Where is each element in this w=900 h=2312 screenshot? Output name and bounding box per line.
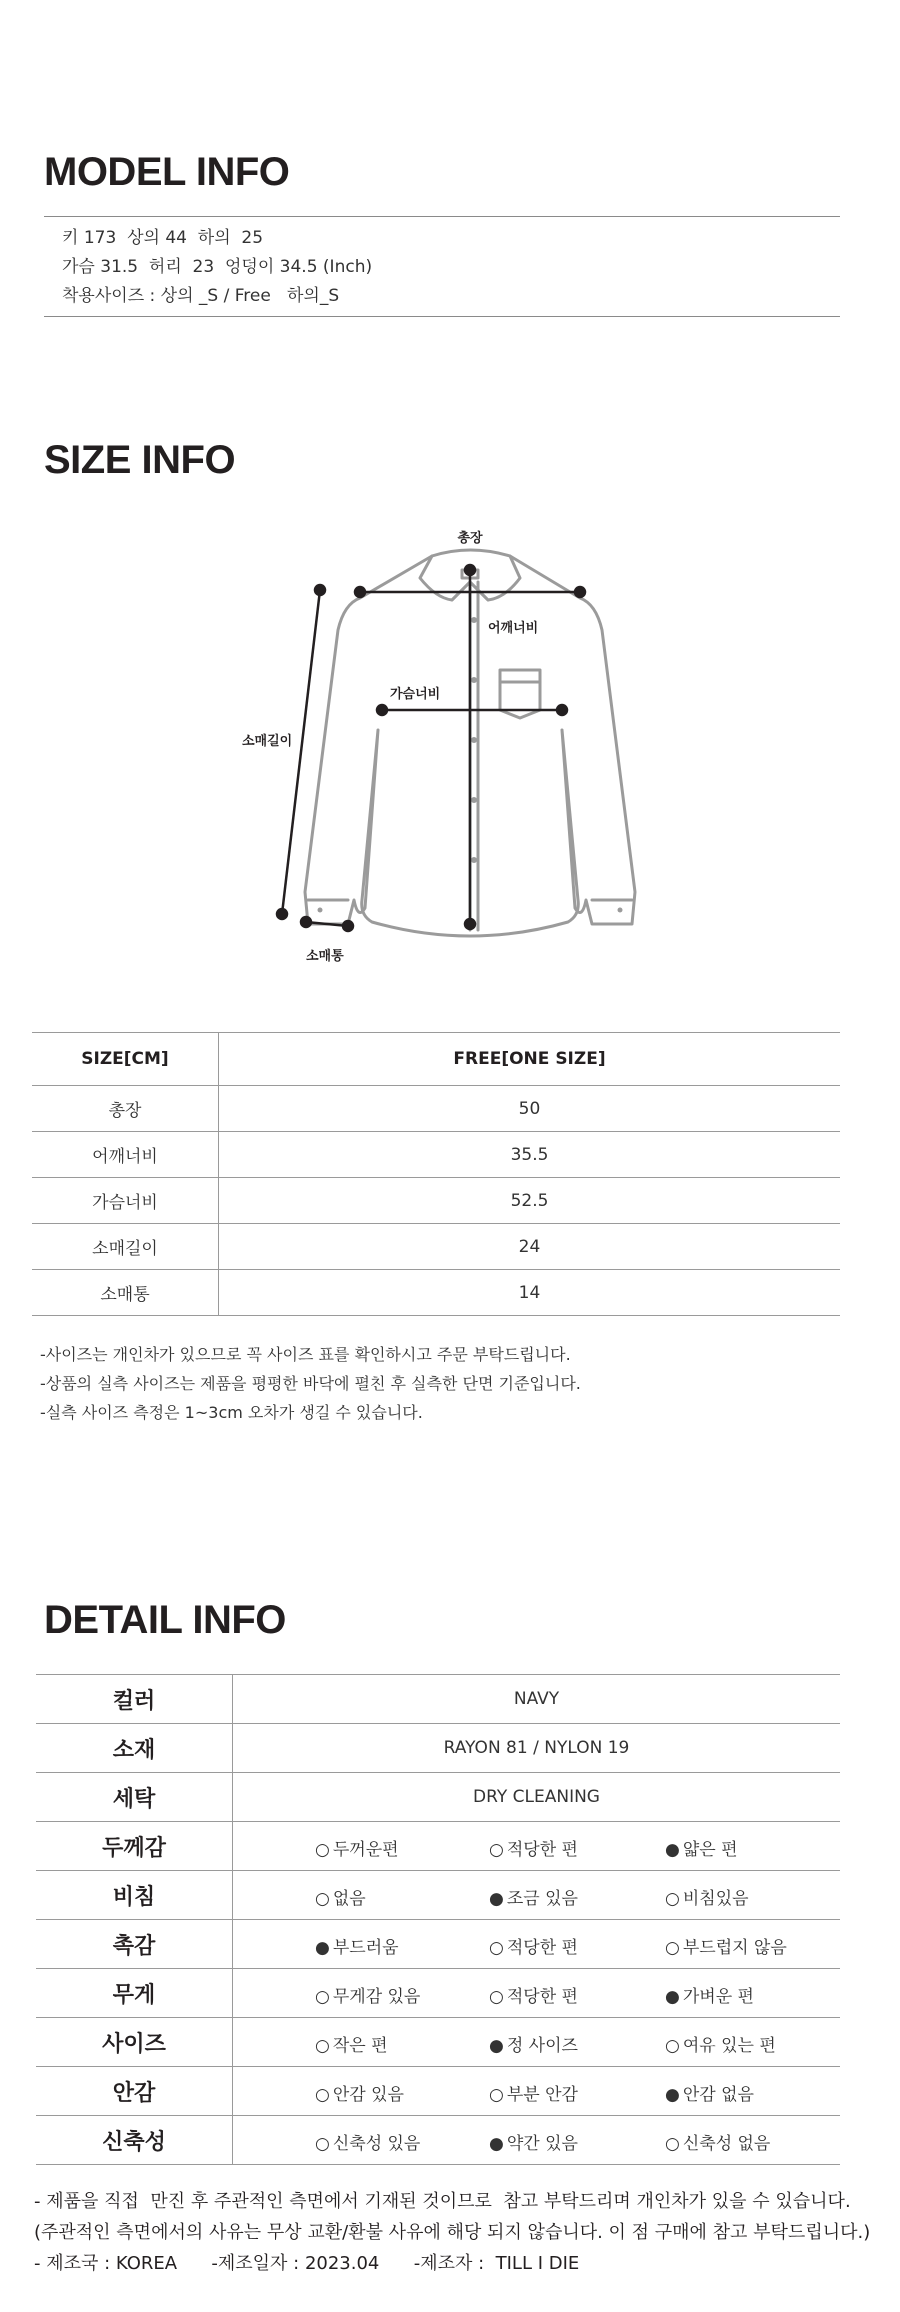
option [665,2031,776,2056]
option-label: 안감 있음 [332,2085,404,2105]
table-row [36,1675,840,1724]
model-info-line: 착용사이즈 : 상의 _S / Free 하의_S [62,286,340,306]
filled-circle-icon: ● [665,1840,680,1860]
measure-point [315,585,325,595]
table-row [36,1822,840,1871]
model-info-lines [62,224,372,311]
option [315,2031,388,2056]
divider [44,316,840,317]
size-row-value: 50 [219,1086,841,1132]
empty-circle-icon: ○ [665,1889,680,1909]
filled-circle-icon: ● [665,1987,680,2007]
option-label: 약간 있음 [506,2134,578,2154]
detail-label: 촉감 [36,1920,233,1969]
detail-label: 무게 [36,1969,233,2018]
measure-point [465,919,475,929]
model-info-title: MODEL INFO [44,150,290,194]
empty-circle-icon: ○ [315,2085,330,2105]
detail-table [36,1674,840,2165]
option-label: 작은 편 [332,2036,388,2056]
table-row [36,2018,840,2067]
empty-circle-icon: ○ [489,2085,504,2105]
option-label: 얇은 편 [682,1840,738,1860]
size-row-label: 어깨너비 [32,1132,219,1178]
footer-line: (주관적인 측면에서의 사유는 무상 교환/환불 사유에 해당 되지 않습니다. 이 점 구매에 참고 부탁드립니다.) [34,2222,871,2243]
detail-value: RAYON 81 / NYLON 19 [233,1724,841,1773]
footer-line: - 제품을 직접 만진 후 주관적인 측면에서 기재된 것이므로 참고 부탁드리며 개인차가 있을 수 있습니다. [34,2191,851,2212]
option-selected [489,2031,578,2056]
option [489,1933,578,1958]
option-label: 정 사이즈 [506,2036,578,2056]
option-label: 없음 [332,1889,366,1909]
option-selected [665,2080,754,2105]
shirt-measurement-diagram [0,520,900,980]
size-note: -사이즈는 개인차가 있으므로 꼭 사이즈 표를 확인하시고 주문 부탁드립니다. [40,1345,571,1364]
measure-point [575,587,585,597]
size-row-label: 총장 [32,1086,219,1132]
table-row [32,1086,840,1132]
option [315,2129,420,2154]
detail-label: 컬러 [36,1675,233,1724]
detail-label: 비침 [36,1871,233,1920]
empty-circle-icon: ○ [315,1840,330,1860]
detail-info-title: DETAIL INFO [44,1598,286,1642]
option-selected [665,1835,738,1860]
size-row-value: 14 [219,1270,841,1316]
detail-label: 세탁 [36,1773,233,1822]
option-label: 조금 있음 [506,1889,578,1909]
empty-circle-icon: ○ [315,2036,330,2056]
option-selected [665,1982,754,2007]
option-label: 적당한 편 [506,1938,578,1958]
filled-circle-icon: ● [489,1889,504,1909]
option-label: 신축성 없음 [682,2134,771,2154]
measure-point [557,705,567,715]
option-selected [315,1933,399,1958]
option [665,1884,749,1909]
size-row-value: 35.5 [219,1132,841,1178]
size-table-header-row [32,1033,840,1086]
label-length: 총장 [457,531,483,546]
size-row-label: 소매통 [32,1270,219,1316]
option [315,1982,420,2007]
table-row [32,1178,840,1224]
model-info-line: 키 173 상의 44 하의 25 [62,228,264,248]
empty-circle-icon: ○ [665,2134,680,2154]
option-label: 부분 안감 [506,2085,578,2105]
filled-circle-icon: ● [489,2036,504,2056]
table-row [32,1132,840,1178]
measure-point [377,705,387,715]
size-note: -상품의 실측 사이즈는 제품을 평평한 바닥에 펼친 후 실측한 단면 기준입니다. [40,1374,581,1393]
option-label: 안감 없음 [682,2085,754,2105]
label-sleeve-length: 소매길이 [242,734,293,749]
detail-options [233,1822,841,1871]
empty-circle-icon: ○ [665,2036,680,2056]
option-label: 두꺼운편 [332,1840,399,1860]
label-chest: 가슴너비 [390,687,441,702]
empty-circle-icon: ○ [489,1938,504,1958]
option [489,1982,578,2007]
empty-circle-icon: ○ [315,1987,330,2007]
detail-options [233,1920,841,1969]
size-row-value: 24 [219,1224,841,1270]
table-row [36,1773,840,1822]
filled-circle-icon: ● [665,2085,680,2105]
label-sleeve-width: 소매통 [306,949,344,964]
detail-label: 안감 [36,2067,233,2116]
empty-circle-icon: ○ [489,1987,504,2007]
option [665,1933,787,1958]
option-label: 부드러움 [332,1938,399,1958]
detail-options [233,1969,841,2018]
label-shoulder: 어깨너비 [488,621,539,636]
detail-label: 사이즈 [36,2018,233,2067]
table-row [36,1920,840,1969]
table-row [36,1969,840,2018]
size-row-label: 가슴너비 [32,1178,219,1224]
table-row [36,2116,840,2165]
size-table [32,1032,840,1316]
footer-line: - 제조국 : KOREA -제조일자 : 2023.04 -제조자 : TILL I DIE [34,2253,580,2274]
empty-circle-icon: ○ [315,2134,330,2154]
option-label: 신축성 있음 [332,2134,421,2154]
empty-circle-icon: ○ [489,1840,504,1860]
table-row [36,1724,840,1773]
detail-options [233,1871,841,1920]
option [315,1884,366,1909]
detail-label: 소재 [36,1724,233,1773]
size-notes [40,1340,581,1427]
model-info-line: 가슴 31.5 허리 23 엉덩이 34.5 (Inch) [62,257,373,277]
option-label: 적당한 편 [506,1840,578,1860]
option [315,2080,404,2105]
option [489,1835,578,1860]
detail-options [233,2067,841,2116]
option [489,2080,578,2105]
measure-point [343,921,353,931]
filled-circle-icon: ● [489,2134,504,2154]
option-label: 가벼운 편 [682,1987,754,2007]
detail-label: 신축성 [36,2116,233,2165]
size-table-header: FREE[ONE SIZE] [219,1033,841,1086]
table-row [32,1270,840,1316]
size-row-value: 52.5 [219,1178,841,1224]
measure-point [301,917,311,927]
detail-value: NAVY [233,1675,841,1724]
size-info-title: SIZE INFO [44,438,236,482]
option [315,1835,399,1860]
size-table-header: SIZE[CM] [32,1033,219,1086]
measure-point [465,565,475,575]
option-label: 비침있음 [682,1889,749,1909]
option-selected [489,2129,578,2154]
size-row-label: 소매길이 [32,1224,219,1270]
size-note: -실측 사이즈 측정은 1~3cm 오차가 생길 수 있습니다. [40,1403,423,1422]
option-selected [489,1884,578,1909]
detail-options [233,2116,841,2165]
option-label: 여유 있는 편 [682,2036,776,2056]
empty-circle-icon: ○ [315,1889,330,1909]
sleeve-length-measure-line [282,590,320,914]
table-row [36,2067,840,2116]
detail-label: 두께감 [36,1822,233,1871]
measure-point [277,909,287,919]
option [665,2129,770,2154]
option-label: 부드럽지 않음 [682,1938,787,1958]
detail-options [233,2018,841,2067]
measure-point [355,587,365,597]
divider [44,216,840,217]
option-label: 무게감 있음 [332,1987,421,2007]
table-row [32,1224,840,1270]
footer-notes [34,2186,870,2279]
option-label: 적당한 편 [506,1987,578,2007]
empty-circle-icon: ○ [665,1938,680,1958]
detail-value: DRY CLEANING [233,1773,841,1822]
table-row [36,1871,840,1920]
filled-circle-icon: ● [315,1938,330,1958]
